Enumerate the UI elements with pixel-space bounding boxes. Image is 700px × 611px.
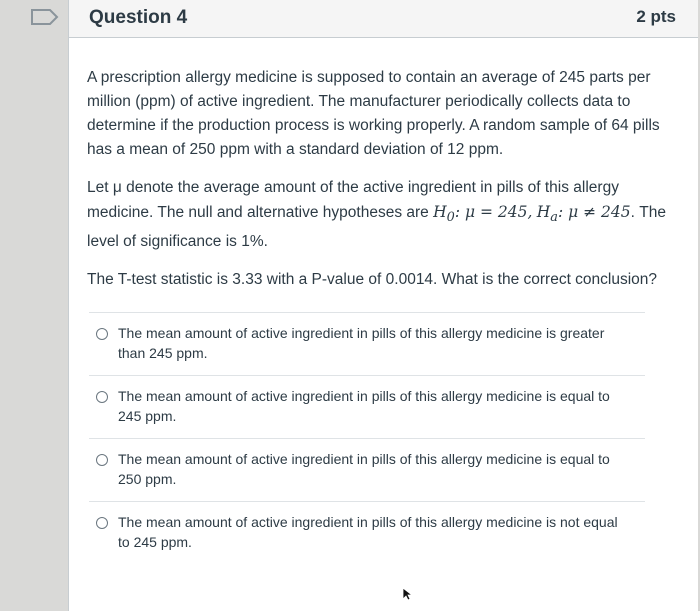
hypothesis-intro: Let μ denote the average amount of the active ingredient in pills of this allergy medicine. The null and alternative hypotheses are <box>87 179 619 221</box>
question-card <box>68 0 698 611</box>
question-points: 2 pts <box>636 7 676 26</box>
answer-option-2[interactable] <box>89 375 645 438</box>
radio-button-icon[interactable] <box>96 517 108 529</box>
answer-label[interactable]: The mean amount of active ingredient in pills of this allergy medicine is equal to 250 ppm. <box>118 451 610 488</box>
h0-expression: : μ = 245, <box>454 203 533 221</box>
answer-list <box>89 312 645 564</box>
answer-option-4[interactable] <box>89 501 645 564</box>
radio-button-icon[interactable] <box>96 391 108 403</box>
radio-button-icon[interactable] <box>96 328 108 340</box>
question-paragraph-2 <box>87 176 674 254</box>
question-paragraph-3: The T-test statistic is 3.33 with a P-value of 0.0014. What is the correct conclusion? <box>87 271 658 289</box>
question-body <box>69 38 698 564</box>
answer-label[interactable]: The mean amount of active ingredient in pills of this allergy medicine is not equal to 245 ppm. <box>118 514 618 551</box>
h0-subscript: 0 <box>446 210 455 226</box>
answer-option-3[interactable] <box>89 438 645 501</box>
alt-hypothesis <box>536 203 631 226</box>
mouse-pointer-icon <box>402 587 414 601</box>
question-title: Question 4 <box>89 7 188 28</box>
flag-question-icon[interactable] <box>30 8 60 26</box>
question-header <box>69 0 698 38</box>
ha-expression: : μ ≠ 245 <box>557 203 631 221</box>
radio-button-icon[interactable] <box>96 454 108 466</box>
question-paragraph-1: A prescription allergy medicine is supposed to contain an average of 245 parts per million (ppm) of active ingredient. The manufacturer periodically collects data to determine if the production process is working properly. A random sample of 64 pills has a mean of 250 ppm with a standard deviation of 12 ppm. <box>87 69 660 158</box>
hypothesis-outro: . The level of significance is 1%. <box>87 204 666 251</box>
answer-label[interactable]: The mean amount of active ingredient in pills of this allergy medicine is greater than 245 ppm. <box>118 325 605 362</box>
null-hypothesis <box>433 203 533 226</box>
ha-subscript: a <box>550 210 558 226</box>
answer-label[interactable]: The mean amount of active ingredient in pills of this allergy medicine is equal to 245 ppm. <box>118 388 610 425</box>
h0-symbol: H <box>433 203 447 221</box>
answer-option-1[interactable] <box>89 312 645 375</box>
ha-symbol: H <box>536 203 551 221</box>
